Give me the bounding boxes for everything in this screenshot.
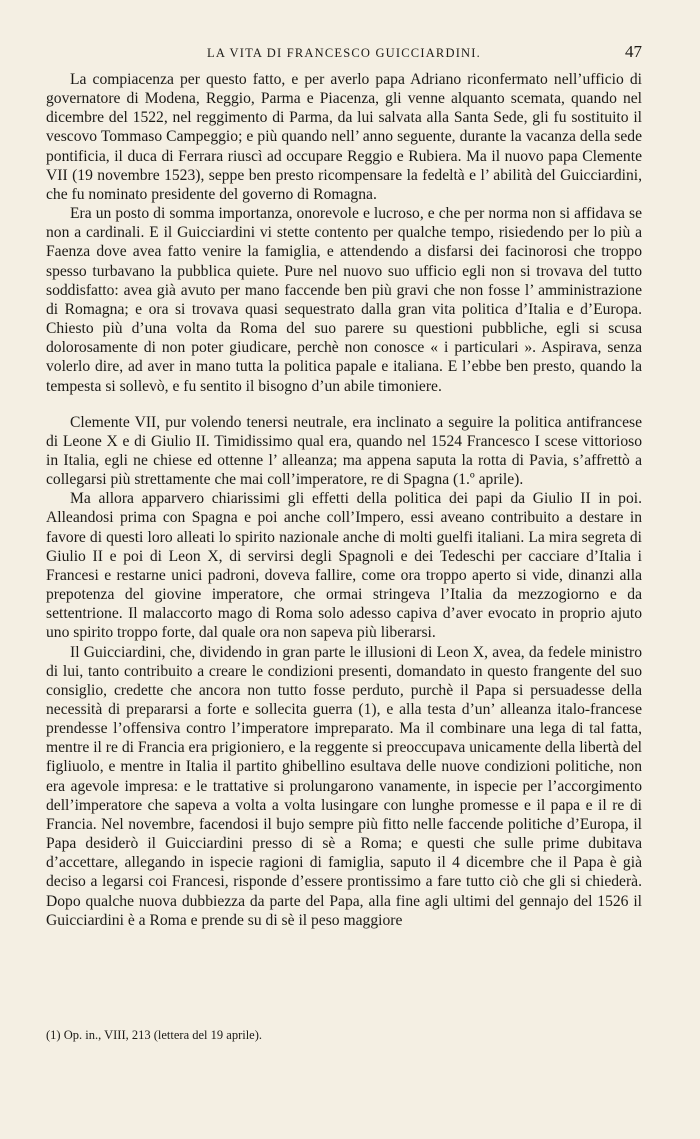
- body-text: [46, 70, 642, 930]
- paragraph-1: La compiacenza per questo fatto, e per averlo papa Adriano riconfermato nell’ufficio di governatore di Modena, Reggio, Parma e Piacenza, gli venne alquanto scemata, quando nel dicembre del 1522, nel reggimento di Parma, da lui salvata alla Santa Sede, gli fu sostituito il vescovo Tommaso Campeggio; e più quando nell’ anno seguente, durante la vacanza della sede pontificia, il duca di Ferrara riuscì ad occupare Reggio e Rubiera. Ma il nuovo papa Clemente VII (19 novembre 1523), seppe ben presto ricompensare la fedeltà e l’ abilità del Guicciardini, che fu nominato presidente del governo di Romagna.: [46, 71, 642, 203]
- footnote: (1) Op. in., VIII, 213 (lettera del 19 aprile).: [46, 1028, 263, 1042]
- paragraph-3: Clemente VII, pur volendo tenersi neutrale, era inclinato a seguire la politica antifrancese di Leone X e di Giulio II. Timidissimo qual era, quando nel 1524 Francesco I scese vittorioso in Italia, egli ne chiese ed ottenne l’ alleanza; ma appena saputa la rotta di Pavia, s’affrettò a collegarsi più strettamente che mai coll’imperatore, re di Spagna (1.º aprile).: [46, 413, 642, 489]
- running-title: LA VITA DI FRANCESCO GUICCIARDINI.: [207, 46, 481, 60]
- page-header: [46, 42, 642, 66]
- paragraph-2: Era un posto di somma importanza, onorevole e lucroso, e che per norma non si affidava se non a cardinali. E il Guicciardini vi stette contento per qualche tempo, risiedendo per lo più a Faenza dove avea fatto venire la famiglia, e attendendo a disfarsi dei facinorosi che troppo spesso turbavano la pubblica quiete. Pure nel nuovo suo ufficio egli non si trovava del tutto soddisfatto: avea già avuto per mano faccende ben più gravi che non fosse l’ amministrazione di Romagna; e ora si trovava quasi sequestrato dalla gran vita politica d’Italia e d’Europa. Chiesto più d’una volta da Roma del suo parere su questioni pubbliche, egli si scusa dolorosamente di non poter giudicare, perchè non conosce « i particulari ». Aspirava, senza volerlo dire, ad aver in mano tutta la politica papale e italiana. E l’ebbe ben presto, quando la tempesta si sollevò, e fu sentito il bisogno d’un abile timoniere.: [46, 205, 642, 395]
- paragraph-4: Ma allora apparvero chiarissimi gli effetti della politica dei papi da Giulio II in poi. Alleandosi prima con Spagna e poi anche coll’Impero, essi aveano contribuito a destare in favore di questi loro alleati lo spirito nazionale anche di molti guelfi italiani. La mira segreta di Giulio II e poi di Leon X, di servirsi degli Spagnoli e dei Tedeschi per cacciare d’Italia i Francesi e restarne unici padroni, doveva fallire, come ora troppo aperto si vide, dinanzi alla prepotenza del giovine imperatore, che ormai stringeva l’Italia da mezzogiorno e da settentrione. Il malaccorto mago di Roma solo adesso capiva d’aver evocato in proprio ajuto uno spirito troppo forte, dal quale ora non sapeva più liberarsi.: [46, 490, 642, 642]
- paragraph-5: Il Guicciardini, che, dividendo in gran parte le illusioni di Leon X, avea, da fedele ministro di lui, tanto contribuito a creare le condizioni presenti, domandato in questo frangente del suo consiglio, credette che ancora non tutto fosse perduto, purchè il Papa si persuadesse della necessità di prepararsi a forte e sollecita guerra (1), e alla testa d’un’ alleanza italo-francese prendesse l’offensiva contro l’imperatore impreparato. Ma il combinare una lega di tal fatta, mentre il re di Francia era prigioniero, e la reggente si preoccupava unicamente della libertà del figliuolo, e mentre in Italia il partito ghibellino esultava delle nuove condizioni politiche, non era agevole impresa: e le trattative si prolungarono vanamente, in ispecie per l’accorgimento dell’imperatore che sapeva a volta a volta lusingare con lunghe promesse e il papa e il re di Francia. Nel novembre, facendosi il bujo sempre più fitto nelle faccende politiche d’Europa, il Papa desiderò il Guicciardini presso di sè a Roma; e questi che sulle prime dubitava d’accettare, allegando in ispecie ragioni di famiglia, saputo il 4 dicembre che il Papa è già deciso a legarsi coi Francesi, risponde d’essere prontissimo a fare tutto ciò che gli si chiederà. Dopo qualche nuova dubbiezza da parte del Papa, alla fine agli ultimi del gennajo del 1526 il Guicciardini è a Roma e prende su di sè il peso maggiore: [46, 643, 642, 929]
- page-number: 47: [625, 42, 642, 61]
